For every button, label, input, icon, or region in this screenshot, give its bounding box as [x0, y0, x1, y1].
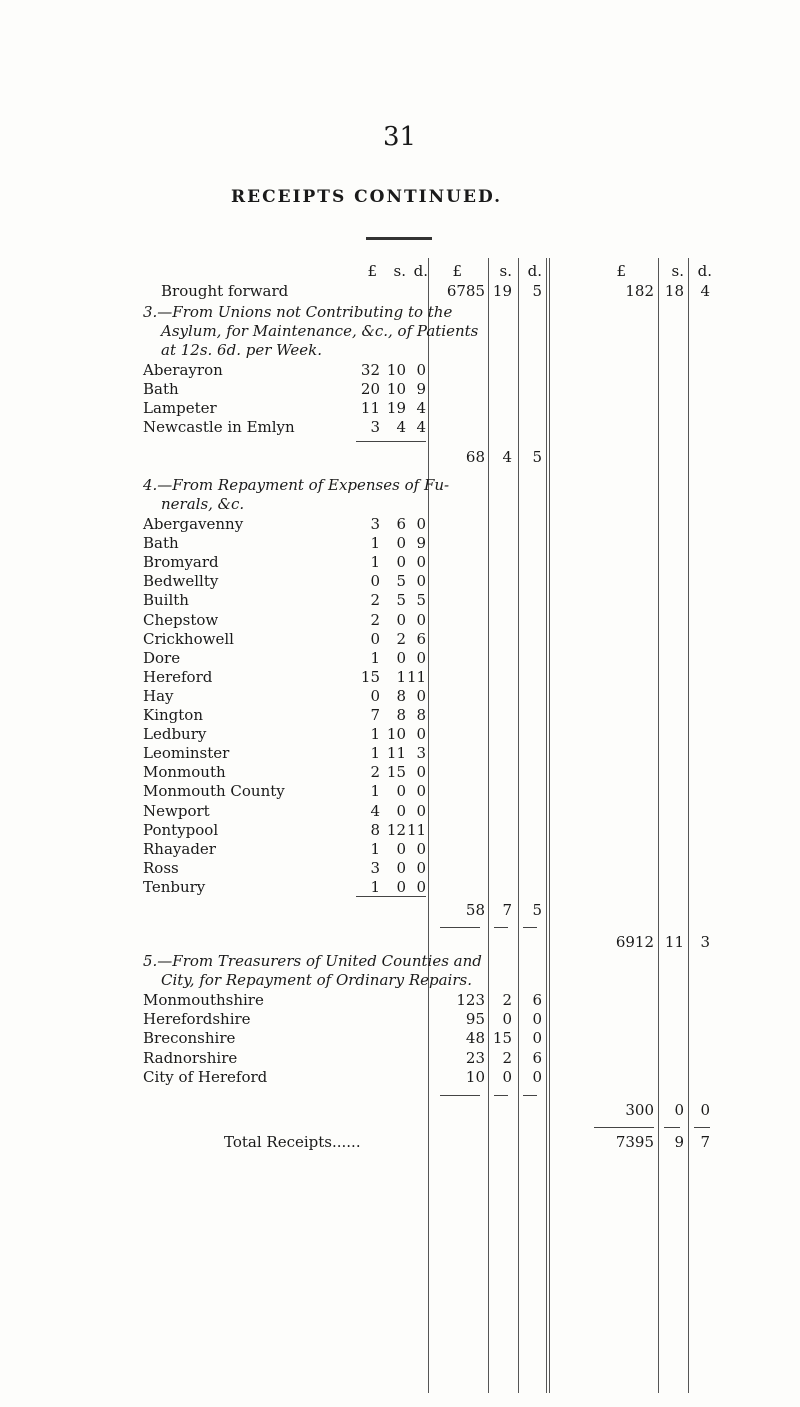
section4-item-name: Monmouth County	[143, 782, 285, 801]
section4-item-l: 15	[360, 667, 380, 686]
section5-item-s: 15	[492, 1029, 512, 1048]
section5-col2-rule-d	[523, 1095, 537, 1096]
brought-forward-col3-l: 182	[625, 282, 654, 300]
section4-item-d: 3	[416, 744, 426, 763]
header-col1-s: s.	[393, 262, 406, 280]
section4-item-d: 0	[416, 610, 426, 629]
section3-item-l: 3	[370, 418, 380, 436]
section4-item-s: 0	[396, 801, 406, 820]
section4-item-d: 0	[416, 839, 426, 858]
title-rule	[366, 237, 432, 240]
section4-item-l: 1	[370, 725, 380, 744]
rule-col2-s	[488, 258, 489, 1393]
section4-item-s: 0	[396, 648, 406, 667]
section4-item-l: 0	[370, 629, 380, 648]
section5-item-l: 23	[465, 1048, 485, 1067]
section3-subtotal-l: 68	[465, 448, 485, 466]
page-number: 31	[383, 122, 417, 152]
section4-item-d: 0	[416, 686, 426, 705]
brought-forward-col2-l: 6785	[446, 282, 485, 300]
section4-item-name: Crickhowell	[143, 629, 234, 648]
section4-item-name: Monmouth	[143, 763, 226, 782]
section4-item-name: Rhayader	[143, 839, 216, 858]
section4-item-l: 2	[370, 610, 380, 629]
section4-item-d: 6	[416, 629, 426, 648]
section4-item-d: 9	[416, 534, 426, 553]
section5-item-l: 123	[456, 991, 485, 1009]
section4-col2-rule-d	[523, 927, 537, 928]
section5-item-s: 0	[502, 1067, 512, 1086]
section4-item-d: 11	[407, 667, 427, 686]
section4-item-name: Hereford	[143, 667, 213, 686]
section4-item-d: 0	[416, 782, 426, 801]
section5-item-s: 0	[502, 1010, 512, 1029]
rule-col2-right	[546, 258, 547, 1393]
section4-item-l: 1	[370, 782, 380, 801]
section4-carried-s: 11	[664, 933, 684, 951]
section4-item-d: 0	[416, 648, 426, 667]
section4-item-l: 0	[370, 572, 380, 591]
section4-item-name: Kington	[143, 706, 203, 724]
section3-heading-line: Asylum, for Maintenance, &c., of Patients	[161, 322, 479, 340]
section4-subtotal-rule	[356, 896, 426, 897]
section4-item-s: 0	[396, 877, 406, 896]
section4-item-l: 3	[370, 858, 380, 877]
brought-forward-col3-d: 4	[700, 282, 710, 300]
section3-item-d: 9	[416, 380, 426, 398]
section4-item-s: 2	[396, 629, 406, 648]
section4-item-s: 5	[396, 591, 406, 610]
section4-item-s: 15	[386, 763, 406, 782]
section4-item-d: 5	[416, 591, 426, 610]
section3-subtotal-d: 5	[532, 448, 542, 466]
brought-forward-label: Brought forward	[161, 282, 289, 300]
header-col3-l: £	[616, 262, 626, 280]
brought-forward-col2-d: 5	[532, 282, 542, 300]
section5-item-s: 2	[502, 991, 512, 1009]
rule-col1-right	[428, 258, 429, 1393]
rule-col3-s	[658, 258, 659, 1393]
section5-item-s: 2	[502, 1048, 512, 1067]
total-receipts-label: Total Receipts......	[224, 1133, 361, 1151]
section4-item-d: 0	[416, 763, 426, 782]
section4-item-name: Chepstow	[143, 610, 219, 629]
section4-item-d: 0	[416, 725, 426, 744]
section4-col2-rule-s	[494, 927, 508, 928]
section4-item-name: Bath	[143, 534, 179, 553]
section4-carried-d: 3	[700, 933, 710, 951]
total-rule-s	[664, 1127, 680, 1128]
section5-item-l: 95	[465, 1010, 485, 1029]
section3-item-name: Bath	[143, 380, 179, 398]
section3-item-l: 20	[360, 380, 380, 398]
brought-forward-col2-s: 19	[492, 282, 512, 300]
section4-item-name: Builth	[143, 591, 189, 610]
section4-item-l: 1	[370, 553, 380, 572]
section4-item-l: 2	[370, 763, 380, 782]
section4-item-l: 1	[370, 744, 380, 763]
total-rule-d	[694, 1127, 710, 1128]
section5-carried-l: 300	[625, 1101, 654, 1119]
header-col1-l: £	[367, 262, 377, 280]
header-col2-s: s.	[499, 262, 512, 280]
section3-item-s: 10	[386, 380, 406, 398]
section3-subtotal-rule	[356, 441, 426, 442]
section4-item-name: Leominster	[143, 744, 230, 763]
section5-heading-line: 5.—From Treasurers of United Counties and	[143, 952, 482, 970]
section4-item-name: Newport	[143, 801, 210, 820]
section3-item-d: 0	[416, 361, 426, 379]
section4-subtotal-d: 5	[532, 901, 542, 919]
section3-item-name: Lampeter	[143, 399, 217, 417]
header-col3-d: d.	[697, 262, 712, 280]
section4-item-d: 0	[416, 801, 426, 820]
section4-item-d: 0	[416, 515, 426, 533]
rule-col2-d	[518, 258, 519, 1393]
section3-heading-line: 3.—From Unions not Contributing to the	[143, 303, 453, 321]
section5-item-d: 6	[532, 991, 542, 1009]
section5-item-d: 6	[532, 1048, 542, 1067]
section5-item-name: Herefordshire	[143, 1010, 251, 1029]
section4-item-d: 0	[416, 553, 426, 572]
section4-item-s: 0	[396, 553, 406, 572]
section5-item-l: 10	[465, 1067, 485, 1086]
section4-item-l: 0	[370, 686, 380, 705]
section5-item-name: City of Hereford	[143, 1067, 268, 1086]
section4-item-name: Hay	[143, 686, 174, 705]
section4-item-l: 1	[370, 534, 380, 553]
section4-item-s: 0	[396, 782, 406, 801]
section3-heading-line: at 12s. 6d. per Week.	[161, 341, 322, 359]
section4-item-d: 8	[416, 706, 426, 724]
section4-item-s: 0	[396, 839, 406, 858]
section4-item-s: 0	[396, 610, 406, 629]
section4-item-s: 11	[386, 744, 406, 763]
section5-carried-d: 0	[700, 1101, 710, 1119]
section4-item-d: 0	[416, 572, 426, 591]
section4-item-s: 5	[396, 572, 406, 591]
section4-item-s: 0	[396, 534, 406, 553]
section4-item-s: 1	[396, 667, 406, 686]
section4-item-s: 12	[386, 820, 406, 839]
section3-item-s: 10	[386, 361, 406, 379]
section4-item-l: 1	[370, 839, 380, 858]
section4-col2-rule-l	[440, 927, 480, 928]
section4-item-s: 0	[396, 858, 406, 877]
total-receipts-d: 7	[700, 1133, 710, 1151]
section5-item-name: Monmouthshire	[143, 991, 264, 1009]
section5-item-name: Breconshire	[143, 1029, 236, 1048]
section4-heading-line: 4.—From Repayment of Expenses of Fu-	[143, 476, 450, 494]
rule-col2-double	[549, 258, 550, 1393]
section4-item-name: Tenbury	[143, 877, 206, 896]
header-col3-s: s.	[671, 262, 684, 280]
section4-item-name: Ledbury	[143, 725, 207, 744]
section4-item-l: 8	[370, 820, 380, 839]
section4-item-l: 7	[370, 706, 380, 724]
section4-item-l: 1	[370, 877, 380, 896]
total-rule-l	[594, 1127, 654, 1128]
section4-item-d: 11	[407, 820, 427, 839]
section4-item-l: 2	[370, 591, 380, 610]
section4-item-name: Bromyard	[143, 553, 219, 572]
section4-item-l: 3	[370, 515, 380, 533]
section4-carried-l: 6912	[615, 933, 654, 951]
header-col2-l: £	[452, 262, 462, 280]
section4-item-name: Bedwellty	[143, 572, 219, 591]
section4-item-l: 4	[370, 801, 380, 820]
total-receipts-s: 9	[674, 1133, 684, 1151]
section4-item-l: 1	[370, 648, 380, 667]
section5-item-d: 0	[532, 1010, 542, 1029]
section3-item-name: Aberayron	[143, 361, 223, 379]
page-title: RECEIPTS CONTINUED.	[231, 187, 503, 207]
section3-item-s: 4	[396, 418, 406, 436]
section3-item-d: 4	[416, 399, 426, 417]
section5-item-d: 0	[532, 1029, 542, 1048]
section5-col2-rule-s	[494, 1095, 508, 1096]
header-col2-d: d.	[527, 262, 542, 280]
section4-heading-line: nerals, &c.	[161, 495, 245, 513]
section4-item-s: 8	[396, 686, 406, 705]
section4-item-s: 8	[396, 706, 406, 724]
section4-item-name: Abergavenny	[143, 515, 244, 533]
section5-heading-line: City, for Repayment of Ordinary Repairs.	[161, 971, 472, 989]
section4-item-d: 0	[416, 877, 426, 896]
section3-item-s: 19	[386, 399, 406, 417]
section3-item-d: 4	[416, 418, 426, 436]
section4-subtotal-s: 7	[502, 901, 512, 919]
section3-subtotal-s: 4	[502, 448, 512, 466]
section4-item-name: Dore	[143, 648, 181, 667]
section4-item-s: 6	[396, 515, 406, 533]
rule-col3-d	[688, 258, 689, 1393]
total-receipts-l: 7395	[615, 1133, 654, 1151]
brought-forward-col3-s: 18	[664, 282, 684, 300]
header-col1-d: d.	[413, 262, 428, 280]
section5-carried-s: 0	[674, 1101, 684, 1119]
section5-item-l: 48	[465, 1029, 485, 1048]
section4-item-d: 0	[416, 858, 426, 877]
section3-item-name: Newcastle in Emlyn	[143, 418, 295, 436]
section4-item-name: Pontypool	[143, 820, 219, 839]
section5-item-name: Radnorshire	[143, 1048, 238, 1067]
section4-item-name: Ross	[143, 858, 179, 877]
section3-item-l: 32	[360, 361, 380, 379]
section3-item-l: 11	[360, 399, 380, 417]
section4-item-s: 10	[386, 725, 406, 744]
section5-item-d: 0	[532, 1067, 542, 1086]
section4-subtotal-l: 58	[465, 901, 485, 919]
section5-col2-rule-l	[440, 1095, 480, 1096]
